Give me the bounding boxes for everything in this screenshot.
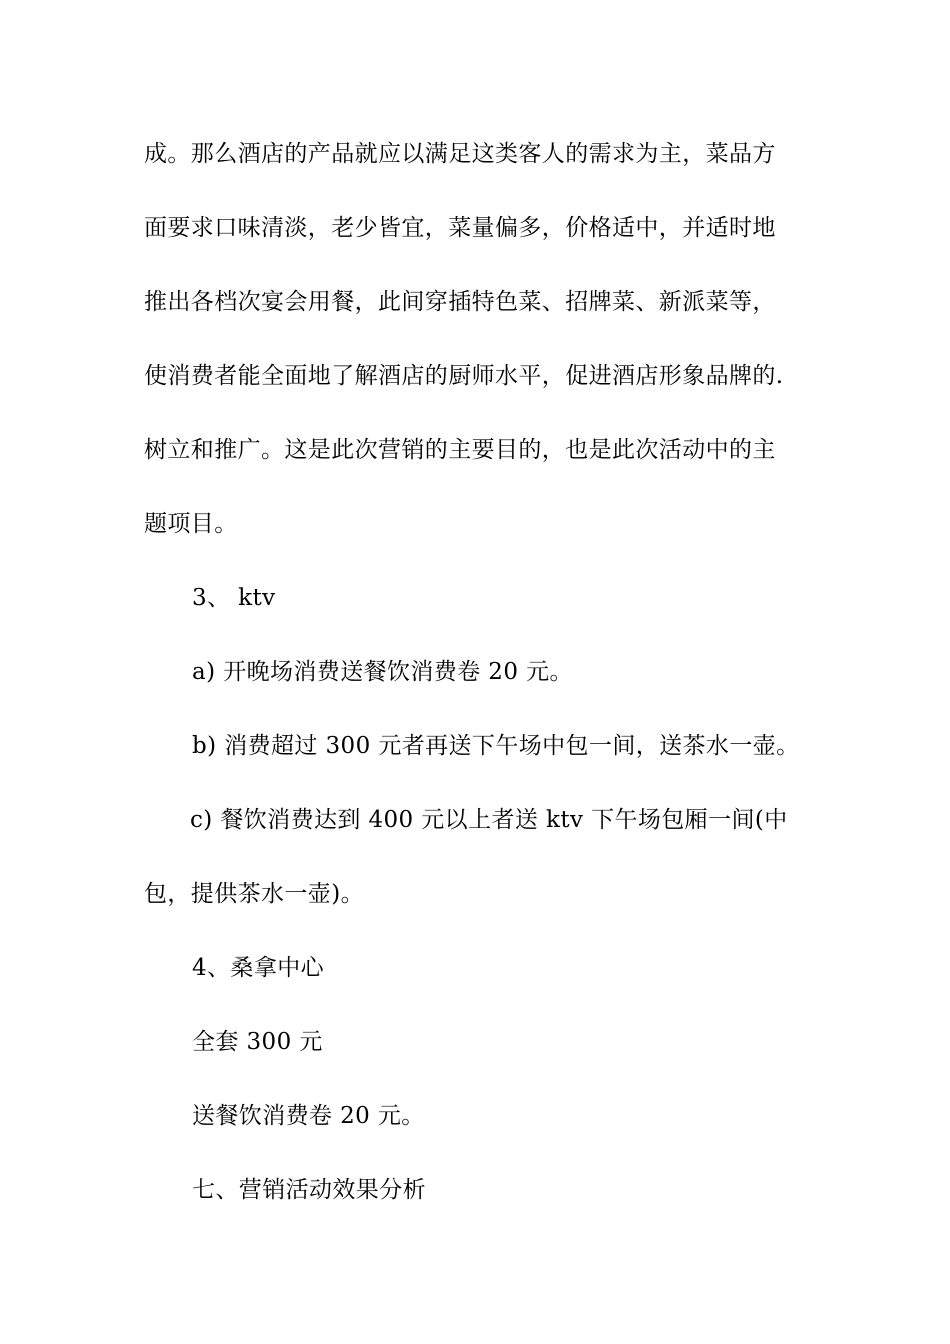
paragraph-line: 树立和推广。这是此次营销的主要目的，也是此次活动中的主 bbox=[144, 437, 776, 463]
ktv-item-b: b) 消费超过 300 元者再送下午场中包一间，送茶水一壶。 bbox=[192, 733, 800, 759]
ktv-item-c-continuation: 包，提供茶水一壶)。 bbox=[144, 881, 364, 907]
sauna-heading: 4、桑拿中心 bbox=[192, 955, 325, 981]
paragraph-line: 成。那么酒店的产品就应以满足这类客人的需求为主，菜品方 bbox=[144, 141, 776, 167]
paragraph-line: 推出各档次宴会用餐，此间穿插特色菜、招牌菜、新派菜等， bbox=[144, 289, 776, 315]
sauna-line: 送餐饮消费卷 20 元。 bbox=[192, 1103, 425, 1129]
paragraph-line: 题项目。 bbox=[144, 511, 238, 537]
ktv-item-c: c) 餐饮消费达到 400 元以上者送 ktv 下午场包厢一间(中 bbox=[190, 807, 788, 833]
section-heading: 七、营销活动效果分析 bbox=[192, 1177, 426, 1203]
sauna-line: 全套 300 元 bbox=[192, 1029, 323, 1055]
paragraph-line: 使消费者能全面地了解酒店的厨师水平，促进酒店形象品牌的. bbox=[144, 363, 784, 389]
ktv-heading: 3、 ktv bbox=[192, 585, 276, 611]
ktv-item-a: a) 开晚场消费送餐饮消费卷 20 元。 bbox=[192, 659, 573, 685]
paragraph-line: 面要求口味清淡，老少皆宜，菜量偏多，价格适中，并适时地 bbox=[144, 215, 776, 241]
